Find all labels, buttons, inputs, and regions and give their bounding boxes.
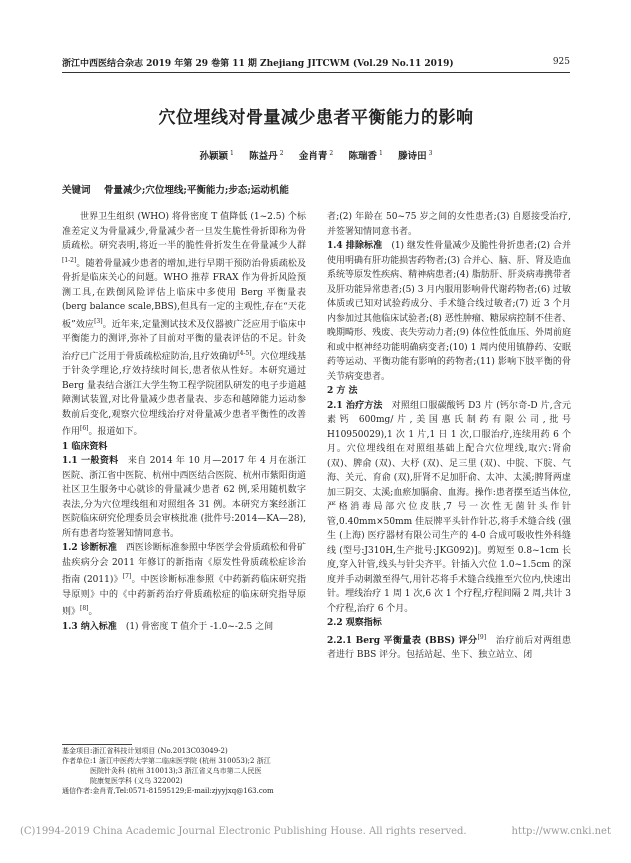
subsection-heading: 2.2 观察指标 [327,618,382,628]
author-list [62,148,570,162]
left-column [62,210,306,634]
journal-citation: 浙江中西医结合杂志 2019 年第 29 卷第 11 期 Zhejiang JITCWM (Vol.29 No.11 2019) [62,58,454,69]
section-paragraph: 2.2.1 Berg 平衡量表 (BBS) 评分[9] 治疗前后对两组患者进行 BBS 评分。包括站起、坐下、独立站立、闭 [327,633,571,660]
affiliation-note: 作者单位:1 浙江中医药大学第二临床医学院 (杭州 310053);2 浙江 [62,757,271,765]
funding-note: 基金项目:浙江省科技计划项目 (No.2013C03049-2) [62,747,228,755]
section-paragraph: 2.1 治疗方法 对照组口服碳酸钙 D3 片 (钙尔奇-D 片,含元素钙 600mg/片,美国惠氏制药有限公司,批号 H10950029),1 次 1 片,1 日 1 次,口服治疗,连续用药 6 个月。穴位埋线组在对照组基础上配合穴位埋线,取穴:肾俞 (双)、脾俞 (双)、大杼 (双)、足三里 (双)、中脘、下脘、气海、关元、育俞 (双),肝肾不足加肝俞、太冲、太溪;脾肾两虚加三阴交、太溪;血瘀加膈俞、血海。操作:患者摆至适当体位,严格消毒局部穴位皮肤,7 号一次性无菌针头作针管,0.40mm×50mm 佳辰牌平头针作针芯,将手术缝合线 (强生 (上海) 医疗器材有限公司生产的 4-0 合成可吸收性外科缝线 (型号:J310H,生产批号:JKG092)]。剪短至 0.8~1cm 长度,穿入针管,线头与针尖齐平。针插入穴位 1.0~1.5cm 的深度并手动刺激至得气,用针芯将手术缝合线推至穴位内,快速出针。埋线治疗 1 周 1 次,6 次 1 个疗程,疗程间隔 2 周,共计 3 个疗程,治疗 6 个月。 [327,400,571,614]
section-paragraph: 者;(2) 年龄在 50~75 岁之间的女性患者;(3) 自愿接受治疗,并签署知情同意书者。 [327,212,571,237]
copyright-watermark [20,826,611,837]
paper-title: 穴位埋线对骨量减少患者平衡能力的影响 [158,108,474,128]
corresponding-author-note: 通信作者:金肖青,Tel:0571-81595129;E-mail:zjyyjxq@163.com [62,787,274,795]
section-paragraph: 1.3 纳入标准 (1) 骨密度 T 值介于 -1.0~-2.5 之间 [62,621,274,632]
running-header [62,55,570,69]
author-name: 滕诗田 $^3$ [398,149,433,162]
footnote [62,746,312,796]
footnote-rule [62,744,132,745]
right-column [327,210,571,663]
keywords [62,182,570,196]
section-paragraph: 1.4 排除标准 (1) 继发性骨量减少及脆性骨折患者;(2) 合并使用明确有肝功能损害药物者;(3) 合并心、脑、肝、肾及造血系统等原发性疾病、精神病患者;(4) 脂肪肝、肝炎病毒携带者及肝功能异常患者;(5) 3 月内服用影响骨代谢药物者;(6) 过敏体质或已知对试验药成分、手术缝合线过敏者;(7) 近 3 个月内参加过其他临床试验者;(8) 恶性肿瘤、糖尿病控制不佳者、晚期畸形、残废、丧失劳动力者;(9) 体位性低血压、外周前庭和或中枢神经功能明确病变者;(10) 1 周内使用镇静药、安眠药等运动、平衡功能有影响的药物者;(11) 影响下肢平衡的骨关节病变患者。 [327,241,571,382]
keywords-label: 关键词 [62,185,91,196]
affiliation-note: 院康复医学科 (义乌 322002) [90,777,183,785]
copyright-text: (C)1994-2019 China Academic Journal Electronic Publishing House. All rights reserved. [20,826,467,837]
section-paragraph: 1.1 一般资料 来自 2014 年 10 月—2017 年 4 月在浙江医院、浙江省中医院、杭州中西医结合医院、杭州市紫阳街道社区卫生服务中心就诊的骨量减少患者 62 例,采用随机数字表法,分为穴位埋线组和对照组各 31 例。本研究方案经浙江医院临床研究伦理委员会审核批准 (批件号:2014—KA—28),所有患者均签署知情同意书。 [62,456,306,539]
page-number: 925 [552,57,570,67]
section-paragraph: 1.2 诊断标准 西医诊断标准参照中华医学会骨质疏松和骨矿盐疾病分会 2011 年修订的新指南《原发性骨质疏松症诊治指南 (2011)》[7]。中医诊断标准参照《中药新药临床研究指导原则》中的《中药新药治疗骨质疏松症的临床研究指导原则》[8]。 [62,543,306,617]
section-heading: 2 方 法 [327,386,358,396]
intro-paragraph: 世界卫生组织 (WHO) 将骨密度 T 值降低 (1~2.5) 个标准差定义为骨量减少,骨量减少者一旦发生脆性骨折即称为骨质疏松。研究表明,将近一半的脆性骨折发生在骨量减少人群[1-2]。随着骨量减少患者的增加,进行早期干预防治骨质疏松及骨折是临床关心的问题。WHO 推荐 FRAX 作为骨折风险预测工具,在跌倒风险评估上临床中多使用 Berg 平衡量表 (berg balance scale,BBS),但具有一定的主观性,存在“天花板”效应[3]。近年来,定量测试技术及仪器被广泛应用于临床中平衡能力的测评,弥补了目前对平衡的量表评估的不足。针灸治疗已广泛用于骨质疏松症防治,且疗效确切[4-5]。穴位埋线基于针灸学理论,疗效持续时间长,患者依从性好。本研究通过 Berg 量表结合浙江大学生物工程学院团队研发的电子步道越障测试装置,对比骨量减少患者量表、步态和越障能力运动参数前后变化,观察穴位埋线治疗对骨量减少患者平衡性的改善作用[6]。报道如下。 [62,212,306,437]
header-rule [62,72,570,73]
author-name: 金肖青 $^2$ [298,149,334,162]
author-name: 陈瑞香 $^1$ [348,149,383,162]
section-heading: 1 临床资料 [62,441,108,452]
author-name: 陈益丹 $^2$ [249,149,284,162]
cnki-link[interactable]: http://www.cnki.net [511,826,611,837]
keywords-text: 骨量减少;穴位埋线;平衡能力;步态;运动机能 [103,185,289,196]
author-name: 孙颖颖 $^1$ [199,149,234,162]
affiliation-note: 医院针灸科 (杭州 310013);3 浙江省义乌市第二人民医 [90,767,262,775]
